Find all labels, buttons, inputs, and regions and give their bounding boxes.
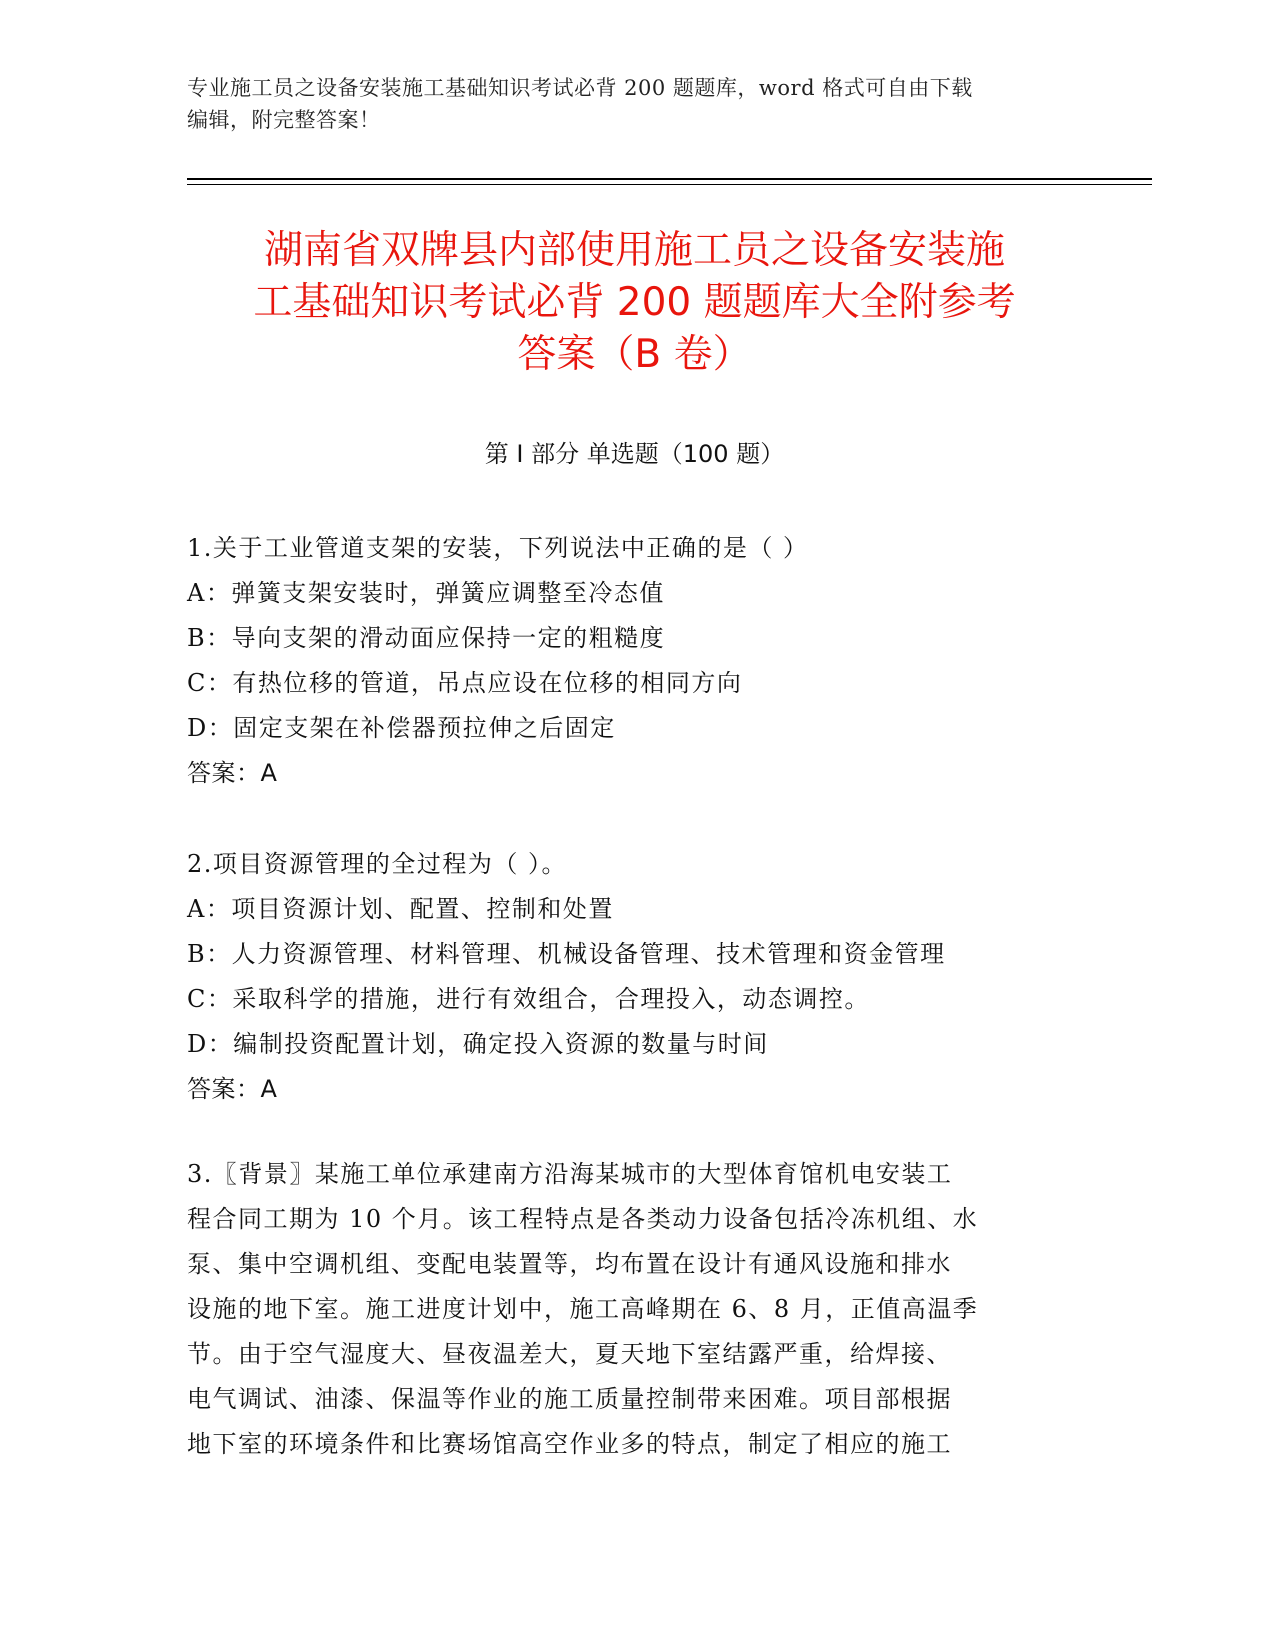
question-stem: 2.项目资源管理的全过程为（ ）。 [187, 850, 568, 878]
question-3 [187, 1152, 1067, 1467]
section-title: 第 I 部分 单选题（100 题） [484, 440, 785, 468]
header-note-line-1: 专业施工员之设备安装施工基础知识考试必背 200 题题库，word 格式可自由下载 [187, 76, 973, 100]
option-a: A：弹簧支架安装时，弹簧应调整至冷态值 [187, 579, 665, 607]
header-note-line-2: 编辑，附完整答案！ [187, 108, 381, 132]
question-stem-line-3: 泵、集中空调机组、变配电装置等，均布置在设计有通风设施和排水 [187, 1250, 952, 1278]
question-stem-line-2: 程合同工期为 10 个月。该工程特点是各类动力设备包括冷冻机组、水 [187, 1205, 979, 1233]
option-c: C：有热位移的管道，吊点应设在位移的相同方向 [187, 669, 743, 697]
header-note [187, 72, 1067, 136]
option-b: B：人力资源管理、材料管理、机械设备管理、技术管理和资金管理 [187, 940, 946, 968]
option-d: D：编制投资配置计划，确定投入资源的数量与时间 [187, 1030, 769, 1058]
document-title [187, 225, 1082, 381]
option-d: D：固定支架在补偿器预拉伸之后固定 [187, 714, 616, 742]
answer-label: 答案：A [187, 1075, 278, 1103]
answer-label: 答案：A [187, 759, 278, 787]
option-b: B：导向支架的滑动面应保持一定的粗糙度 [187, 624, 666, 652]
question-stem: 1.关于工业管道支架的安装，下列说法中正确的是（ ） [187, 534, 809, 562]
question-stem-line-6: 电气调试、油漆、保温等作业的施工质量控制带来困难。项目部根据 [187, 1385, 952, 1413]
header-rule-thick [187, 178, 1152, 180]
option-a: A：项目资源计划、配置、控制和处置 [187, 895, 614, 923]
document-title-line-2: 工基础知识考试必背 200 题题库大全附参考 [253, 280, 1016, 325]
question-stem-line-1: 3.〖背景〗某施工单位承建南方沿海某城市的大型体育馆机电安装工 [187, 1160, 953, 1188]
question-stem-line-5: 节。由于空气湿度大、昼夜温差大，夏天地下室结露严重，给焊接、 [187, 1340, 952, 1368]
question-stem-line-7: 地下室的环境条件和比赛场馆高空作业多的特点，制定了相应的施工 [187, 1430, 952, 1458]
header-rule-thin [187, 184, 1152, 185]
question-stem-line-4: 设施的地下室。施工进度计划中，施工高峰期在 6、8 月，正值高温季 [187, 1295, 979, 1323]
question-1 [187, 526, 1067, 796]
document-title-line-1: 湖南省双牌县内部使用施工员之设备安装施 [263, 228, 1005, 273]
question-2 [187, 842, 1067, 1112]
document-title-line-3: 答案（B 卷） [517, 332, 752, 377]
option-c: C：采取科学的措施，进行有效组合，合理投入，动态调控。 [187, 985, 870, 1013]
